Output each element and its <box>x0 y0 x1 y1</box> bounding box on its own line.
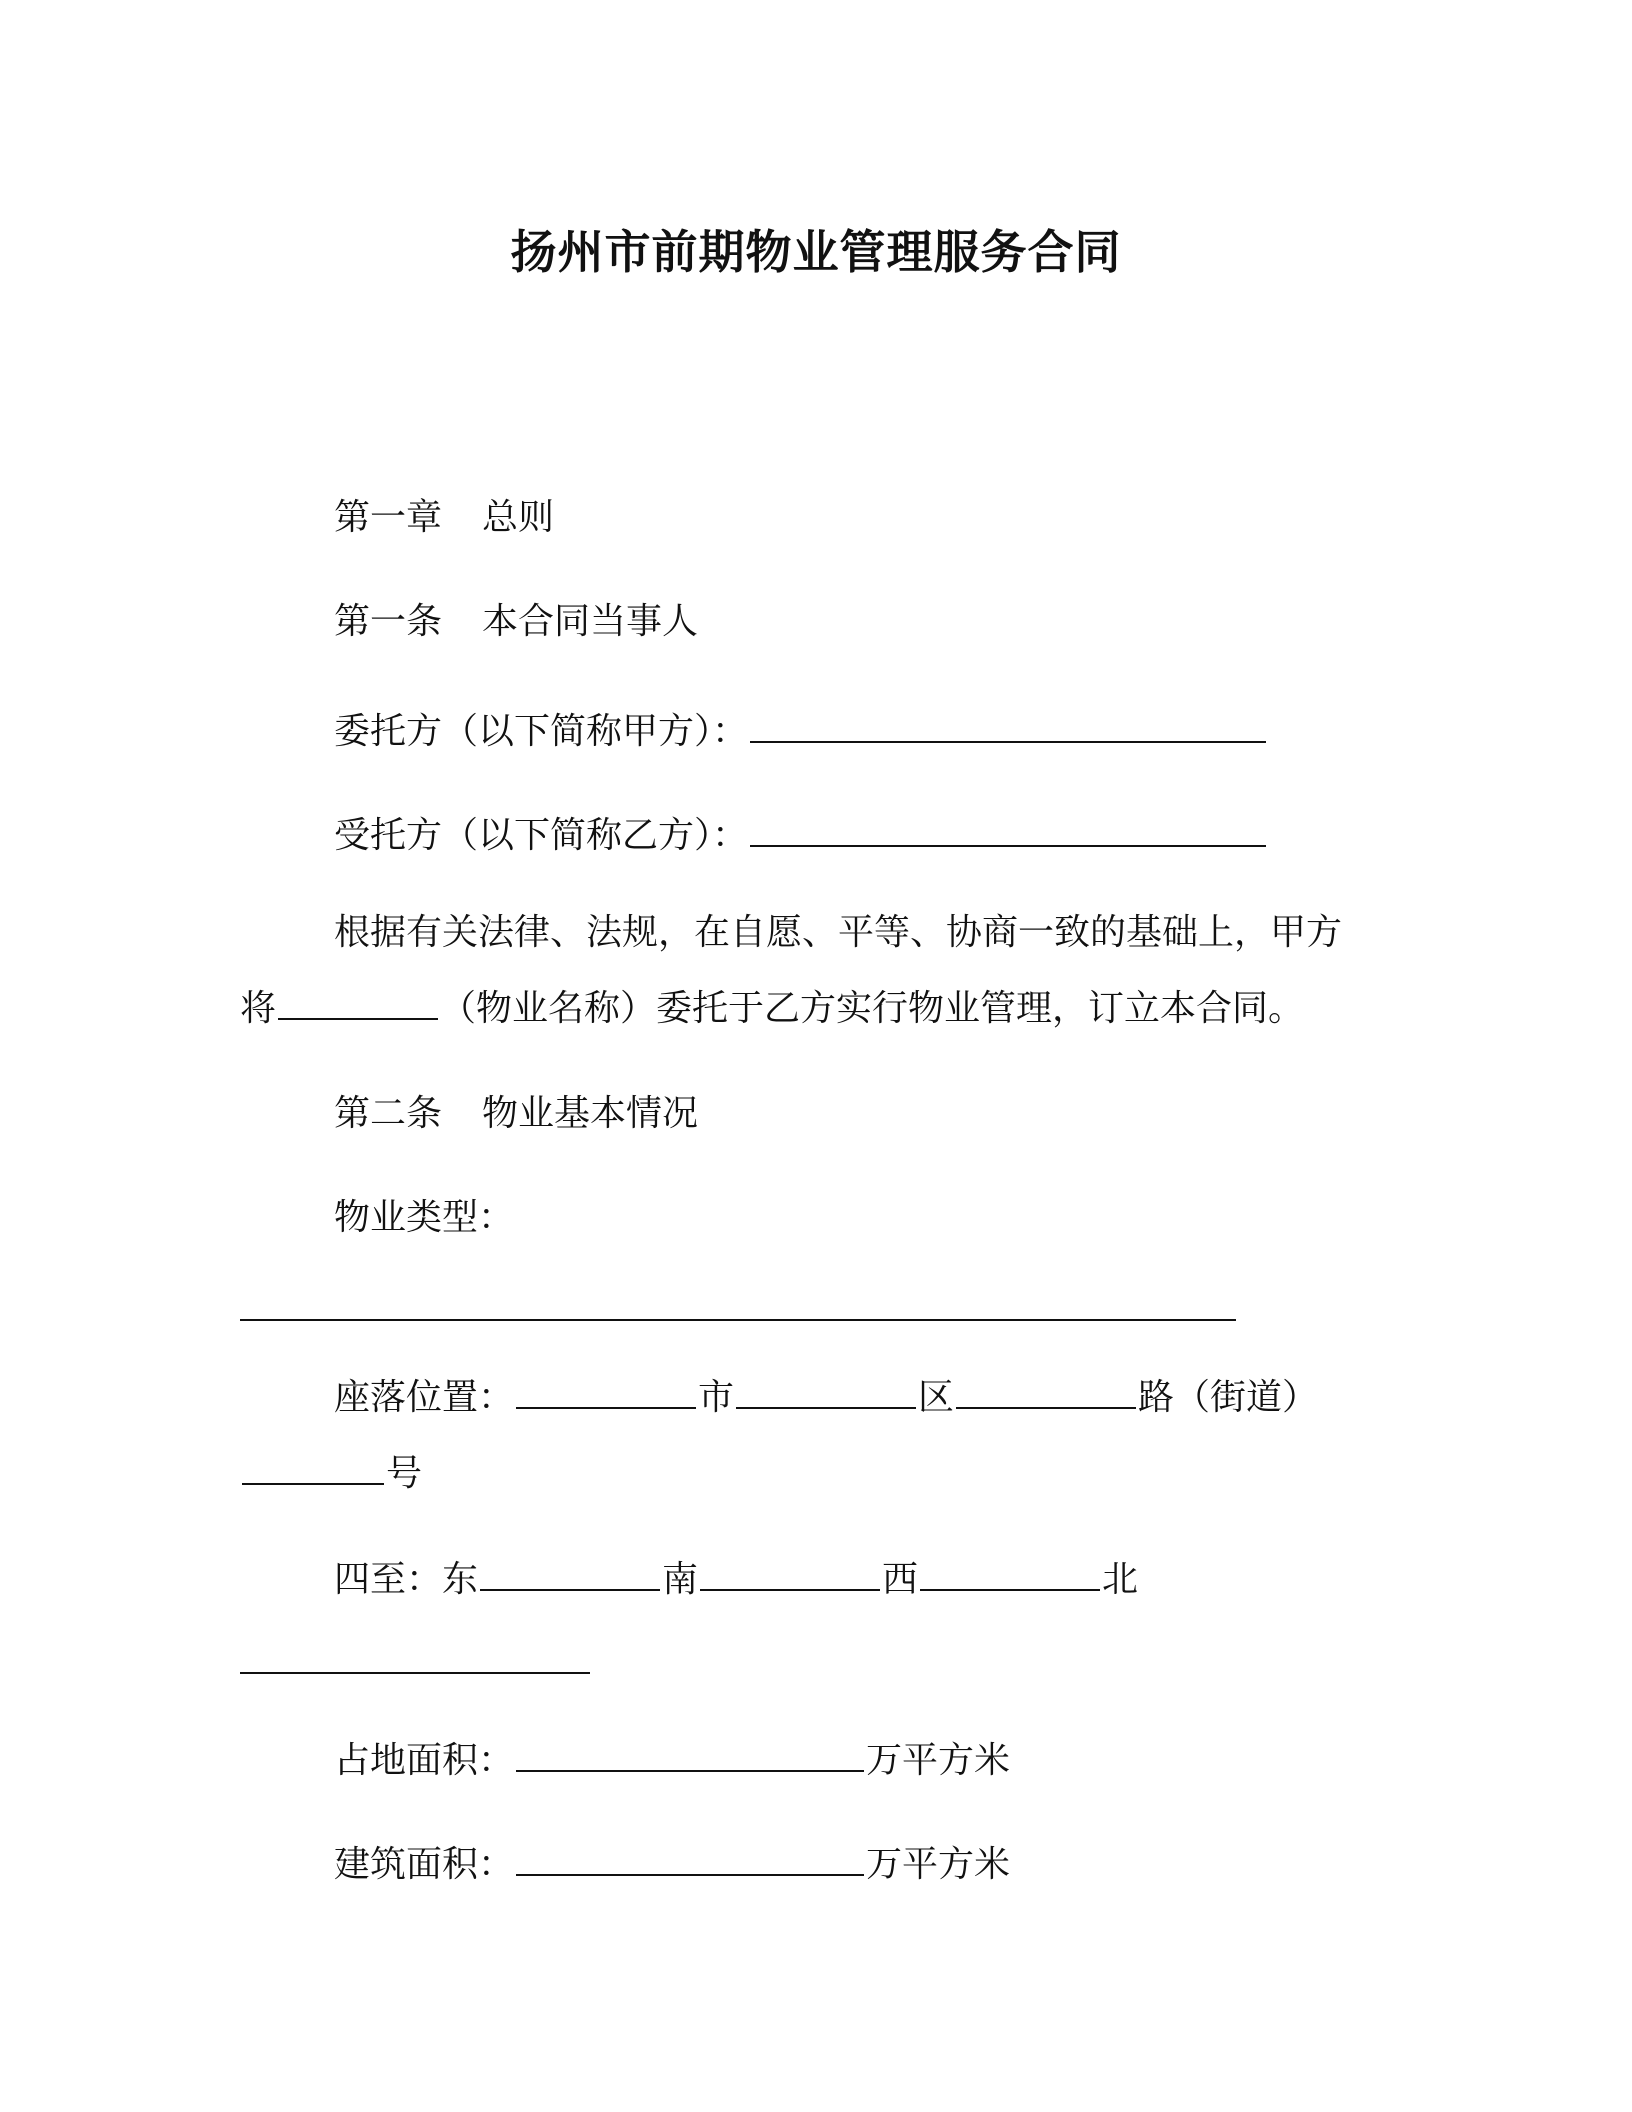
party-b-line <box>334 811 1268 861</box>
article-number: 第二条 <box>334 1093 443 1134</box>
location-city-blank[interactable] <box>516 1403 696 1409</box>
building-area-unit: 万平方米 <box>866 1844 1011 1885</box>
article-heading <box>334 597 698 647</box>
location-district-blank[interactable] <box>736 1403 916 1409</box>
chapter-name: 总则 <box>482 497 555 538</box>
land-area-label: 占地面积： <box>334 1740 515 1781</box>
document-title: 扬州市前期物业管理服务合同 <box>510 225 1122 279</box>
building-area-label: 建筑面积： <box>334 1844 515 1885</box>
boundary-north: 北 <box>1102 1559 1139 1600</box>
party-a-label: 委托方（以下简称甲方）： <box>334 711 749 752</box>
article-number: 第一条 <box>334 601 443 642</box>
location-number: 号 <box>386 1453 423 1494</box>
location-city: 市 <box>698 1377 735 1418</box>
preamble-line-1: 根据有关法律、法规，在自愿、平等、协商一致的基础上，甲方 <box>334 912 1343 953</box>
article-heading <box>334 1089 698 1139</box>
party-b-label: 受托方（以下简称乙方）： <box>334 815 749 856</box>
boundary-line <box>334 1555 1138 1605</box>
boundary-label: 四至：东 <box>334 1559 479 1600</box>
boundary-south: 南 <box>662 1559 699 1600</box>
location-line <box>334 1373 1318 1423</box>
land-area-line <box>334 1736 1010 1786</box>
chapter-heading <box>334 493 554 543</box>
article-name: 本合同当事人 <box>482 601 699 642</box>
article-name: 物业基本情况 <box>482 1093 699 1134</box>
property-type-blank[interactable] <box>240 1319 1236 1321</box>
boundary-east-blank[interactable] <box>480 1585 660 1591</box>
preamble-end: （物业名称）委托于乙方实行物业管理，订立本合同。 <box>440 988 1305 1029</box>
party-b-blank[interactable] <box>750 841 1266 847</box>
property-type-label: 物业类型： <box>334 1197 515 1238</box>
location-road-blank[interactable] <box>956 1403 1136 1409</box>
location-number-blank[interactable] <box>242 1479 384 1485</box>
location-label: 座落位置： <box>334 1377 515 1418</box>
building-area-line <box>334 1840 1010 1890</box>
location-road: 路（街道） <box>1138 1377 1319 1418</box>
property-name-blank[interactable] <box>278 1014 438 1020</box>
boundary-south-blank[interactable] <box>700 1585 880 1591</box>
land-area-blank[interactable] <box>516 1766 864 1772</box>
party-a-blank[interactable] <box>750 737 1266 743</box>
location-district: 区 <box>918 1377 955 1418</box>
party-a-line <box>334 707 1268 757</box>
building-area-blank[interactable] <box>516 1870 864 1876</box>
boundary-west: 西 <box>882 1559 919 1600</box>
land-area-unit: 万平方米 <box>866 1740 1011 1781</box>
preamble-line-2 <box>240 984 1304 1034</box>
preamble-start: 将 <box>240 988 277 1029</box>
boundary-west-blank[interactable] <box>920 1585 1100 1591</box>
location-number-line <box>240 1449 422 1499</box>
boundary-north-blank[interactable] <box>240 1672 590 1674</box>
chapter-number: 第一章 <box>334 497 443 538</box>
